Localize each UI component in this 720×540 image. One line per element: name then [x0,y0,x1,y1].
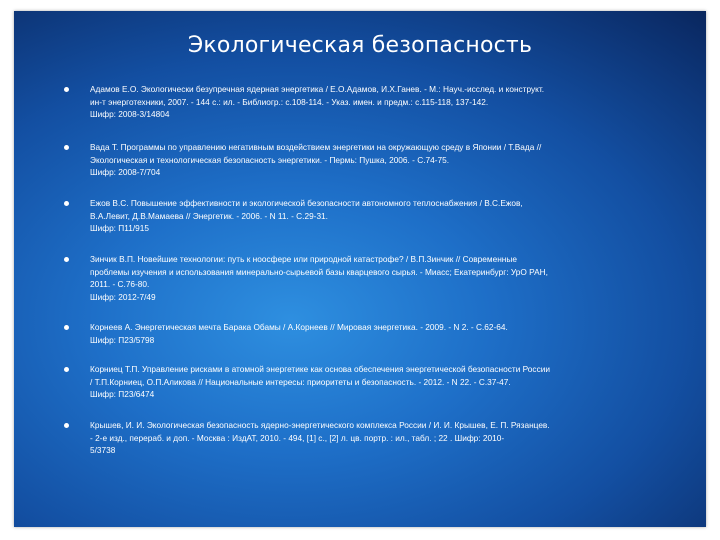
list-item-text: Ежов В.С. Повышение эффективности и экологической безопасности автономного теплоснабжения / В.С.Ежов, В.А.Левит, Д.В.Мамаева // Энергетик. - 2006. - N 11. - С.29-31. Шифр: П11/915 [90,198,523,233]
bullet-icon [64,423,69,428]
list-item-text: Корнеев А. Энергетическая мечта Барака Обамы / А.Корнеев // Мировая энергетика. - 2009. - N 2. - С.62-64. Шифр: П23/5798 [90,322,508,345]
bullet-icon [64,87,69,92]
list-item-text: Зинчик В.П. Новейшие технологии: путь к ноосфере или природной катастрофе? / В.П.Зинчик // Современные проблемы изучения и использования минерально-сырьевой базы кварцевого сырья. - Миасс; Екатеринбург: УрО РАН, 2011. - С.76-80. Шифр: 2012-7/49 [90,254,548,302]
bullet-icon [64,257,69,262]
list-item-text: Вада Т. Программы по управлению негативным воздействием энергетики на окружающую среду в Японии / Т.Вада // Экологическая и технологическая безопасность энергетики. - Пермь: Пушка, 2006. - С.74-75. Шифр: 2008-7/704 [90,142,542,177]
bullet-icon [64,145,69,150]
slide [14,11,706,527]
bullet-icon [64,201,69,206]
bullet-icon [64,367,69,372]
bullet-icon [64,325,69,330]
list-item-text: Крышев, И. И. Экологическая безопасность ядерно-энергетического комплекса России / И. И. Крышев, Е. П. Рязанцев. - 2-е изд., перераб. и доп. - Москва : ИздАТ, 2010. - 494, [1] с., [2] л. цв. портр. : ил., табл. ; 22 . Шифр: 2010- 5/3738 [90,420,550,455]
slide-title: Экологическая безопасность [187,33,533,58]
list-item-text: Корниец Т.П. Управление рисками в атомной энергетике как основа обеспечения энергетической безопасности России / Т.П.Корниец, О.П.Аликова // Национальные интересы: приоритеты и безопасность. - 2012. - N 22. - С.37-47. Шифр: П23/6474 [90,364,550,399]
list-item-text: Адамов Е.О. Экологически безупречная ядерная энергетика / Е.О.Адамов, И.Х.Ганев. - М.: Науч.-исслед. и конструкт. ин-т энерготехники, 2007. - 144 с.: ил. - Библиогр.: с.108-114. - Указ. имен. и предм.: с.115-118, 137-142. Шифр: 2008-3/14804 [90,84,545,119]
